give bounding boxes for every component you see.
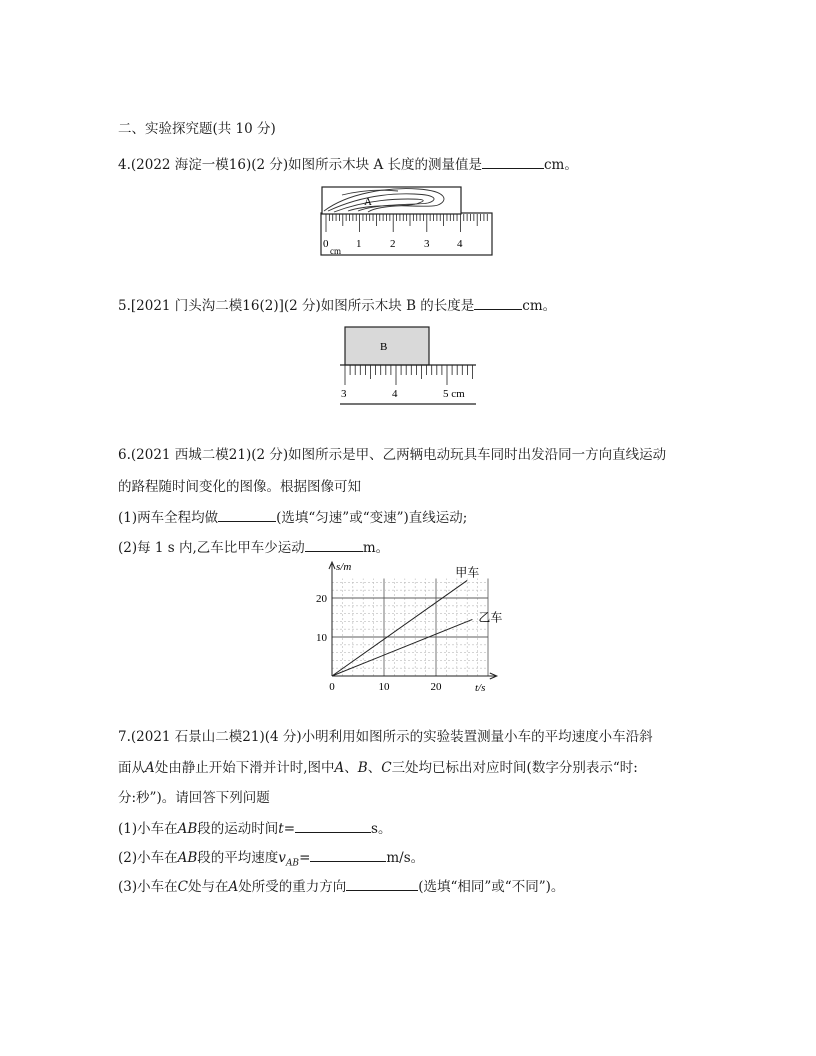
x-tick-label: 10 — [378, 681, 390, 693]
sub-question-text: 段的平均速度 — [197, 850, 279, 866]
sub-question-text: 处与在 — [187, 879, 229, 895]
ruler-b-tick-label: 5 cm — [443, 388, 465, 400]
answer-blank — [295, 820, 371, 833]
answer-blank — [482, 156, 544, 169]
sub-question-text: (1)小车在 — [118, 821, 178, 837]
y-tick-label: 10 — [316, 632, 327, 644]
question-7-sub-2 — [118, 849, 424, 872]
section-title: 二、实验探究题(共 10 分) — [118, 121, 276, 137]
ruler-a-unit-label: cm — [330, 246, 341, 256]
point-label: A — [228, 879, 239, 895]
question-6-line-2: 的路程随时间变化的图像。根据图像可知 — [118, 479, 361, 495]
question-7-line-3: 分:秒”)。请回答下列问题 — [118, 790, 270, 806]
sub-question-text: m。 — [362, 540, 390, 556]
series-line — [332, 580, 467, 676]
block-a-label: A — [364, 196, 372, 208]
point-label: C — [381, 760, 392, 776]
answer-blank — [218, 509, 276, 522]
question-text: 三处均已标出对应时间(数字分别表示“时: — [391, 760, 638, 776]
variable-label: v — [278, 850, 286, 866]
series-label: 甲车 — [455, 565, 480, 580]
segment-label: AB — [177, 850, 198, 866]
ruler-a-tick-label: 3 — [424, 238, 430, 250]
sub-question-text: = — [283, 821, 296, 837]
question-7-line-1: 7.(2021 石景山二模21)(4 分)小明利用如图所示的实验装置测量小车的平均速度小车沿斜 — [118, 729, 653, 745]
question-6-sub-1 — [118, 509, 467, 526]
ruler-figure-a — [318, 183, 498, 258]
question-text: 、 — [367, 760, 382, 776]
question-7-sub-3 — [118, 878, 564, 895]
x-axis-label: t/s — [475, 682, 486, 694]
sub-question-text: 处所受的重力方向 — [238, 879, 347, 895]
question-4-unit: cm。 — [544, 157, 578, 173]
block-b-label: B — [380, 341, 388, 353]
ruler-b-tick-label: 4 — [392, 388, 398, 400]
block-a — [322, 187, 461, 214]
ruler-a-tick-label: 2 — [390, 238, 396, 250]
x-tick-label: 20 — [430, 681, 442, 693]
block-b — [345, 327, 429, 365]
y-tick-label: 20 — [316, 593, 327, 605]
variable-subscript: AB — [285, 858, 300, 869]
variable-label: t — [278, 821, 284, 837]
y-axis-label: s/m — [336, 561, 352, 573]
answer-blank — [346, 878, 418, 891]
question-text: 处由静止开始下滑并计时,图中 — [154, 760, 335, 776]
ruler-a-tick-label: 0 — [323, 238, 329, 250]
point-label: B — [357, 760, 368, 776]
segment-label: AB — [177, 821, 198, 837]
sub-question-text: (2)小车在 — [118, 850, 178, 866]
question-7-line-2 — [118, 760, 638, 776]
x-tick-label: 0 — [329, 681, 335, 693]
sub-question-text: (2)每 1 s 内,乙车比甲车少运动 — [118, 540, 305, 556]
ruler-b-tick-label: 3 — [341, 388, 347, 400]
sub-question-text: (选填“相同”或“不同”)。 — [418, 879, 565, 895]
sub-question-text: s。 — [371, 821, 392, 837]
point-label: A — [145, 760, 155, 776]
question-6-sub-2 — [118, 539, 389, 556]
sub-question-text: m/s。 — [386, 850, 425, 866]
question-text: 面从 — [118, 760, 145, 776]
answer-blank — [305, 539, 363, 552]
ruler-figure-b — [336, 324, 480, 408]
question-6-line-1: 6.(2021 西城二模21)(2 分)如图所示是甲、乙两辆电动玩具车同时出发沿同一方向直线运动 — [118, 447, 667, 463]
distance-time-chart — [296, 558, 516, 696]
sub-question-text: (选填“匀速”或“变速”)直线运动; — [276, 510, 468, 526]
answer-blank — [474, 297, 522, 310]
ruler-a-tick-label: 1 — [356, 238, 362, 250]
sub-question-text: = — [299, 850, 311, 866]
point-label: C — [177, 879, 188, 895]
sub-question-text: (1)两车全程均做 — [118, 510, 219, 526]
answer-blank — [310, 849, 386, 862]
question-4 — [118, 156, 578, 173]
series-label: 乙车 — [478, 610, 503, 625]
sub-question-text: 段的运动时间 — [197, 821, 279, 837]
question-5-text: 5.[2021 门头沟二模16(2)](2 分)如图所示木块 B 的长度是 — [118, 298, 475, 314]
sub-question-text: (3)小车在 — [118, 879, 178, 895]
question-5 — [118, 297, 556, 314]
point-label: A — [334, 760, 345, 776]
question-text: 、 — [344, 760, 358, 776]
ruler-a-tick-label: 4 — [457, 238, 463, 250]
question-4-text: 4.(2022 海淀一模16)(2 分)如图所示木块 A 长度的测量值是 — [118, 157, 482, 173]
question-5-unit: cm。 — [522, 298, 557, 314]
question-7-sub-1 — [118, 820, 391, 837]
